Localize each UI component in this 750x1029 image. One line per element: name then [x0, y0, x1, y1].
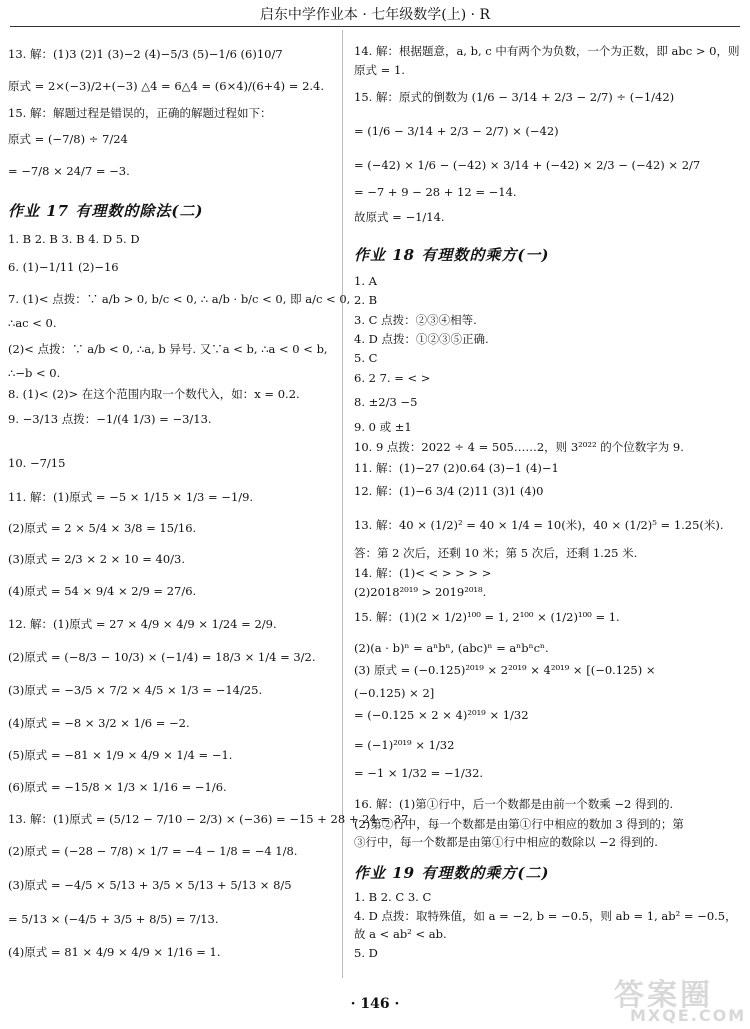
answer-line: 13. 解：40 × (1/2)² = 40 × 1/4 = 10(米)，40 × (1/2)⁵ = 1.25(米). [354, 518, 724, 532]
answer-line: 10. −7/15 [8, 456, 66, 470]
answer-line: 9. −3/13 点拨：−1/(4 1/3) = −3/13. [8, 412, 212, 426]
answer-line: 15. 解：原式的倒数为 (1/6 − 3/14 + 2/3 − 2/7) ÷ (−1/42) [354, 90, 675, 104]
answer-line: 原式 = 1. [354, 63, 405, 77]
answer-line: 1. A [354, 274, 377, 288]
answer-line: 原式 = 2×(−3)/2+(−3) △4 = 6△4 = (6×4)/(6+4) = 2.4. [8, 79, 325, 93]
answer-line: (4)原式 = 81 × 4/9 × 4/9 × 1/16 = 1. [8, 945, 221, 959]
answer-line: 3. C 点拨：②③④相等. [354, 313, 477, 327]
answer-line: 6. (1)−1/11 (2)−16 [8, 260, 119, 274]
column-divider [342, 30, 343, 978]
answer-line: (3)原式 = −3/5 × 7/2 × 4/5 × 1/3 = −14/25. [8, 683, 263, 697]
answer-line: (2)(a · b)ⁿ = aⁿbⁿ, (abc)ⁿ = aⁿbⁿcⁿ. [354, 641, 549, 655]
answer-line: ③行中，每一个数都是由第①行中相应的数除以 −2 得到的. [354, 835, 658, 849]
answer-line: (2)第②行中，每一个数都是由第①行中相应的数加 3 得到的；第 [354, 817, 684, 831]
answer-line: (3) 原式 = (−0.125)²⁰¹⁹ × 2²⁰¹⁹ × 4²⁰¹⁹ × [(−0.125) × [354, 663, 656, 677]
watermark-url: MXQE.COM [630, 1006, 747, 1025]
answer-line: 6. 2 7. = < > [354, 371, 431, 385]
answer-line: ∴ac < 0. [8, 316, 57, 330]
running-header: 启东中学作业本 · 七年级数学(上) · R [259, 7, 491, 23]
answer-line: 16. 解：(1)第①行中，后一个数都是由前一个数乘 −2 得到的. [354, 797, 674, 811]
answer-line: 15. 解：(1)(2 × 1/2)¹⁰⁰ = 1, 2¹⁰⁰ × (1/2)¹⁰⁰ = 1. [354, 610, 620, 624]
answer-line: = (−0.125 × 2 × 4)²⁰¹⁹ × 1/32 [354, 708, 529, 722]
answer-line: 10. 9 点拨：2022 ÷ 4 = 505……2，则 3²⁰²² 的个位数字为 9. [354, 440, 684, 454]
answer-line: (6)原式 = −15/8 × 1/3 × 1/16 = −1/6. [8, 780, 227, 794]
answer-line: 5. C [354, 351, 378, 365]
answer-line: 14. 解：(1)< < > > > > [354, 566, 492, 580]
answer-line: 8. ±2/3 −5 [354, 395, 418, 409]
watermark-logo [600, 970, 747, 1025]
answer-line: 1. B 2. C 3. C [354, 890, 432, 904]
answer-line: 11. 解：(1)原式 = −5 × 1/15 × 1/3 = −1/9. [8, 490, 254, 504]
answer-line: (3)原式 = 2/3 × 2 × 10 = 40/3. [8, 552, 186, 566]
answer-line: ∴−b < 0. [8, 366, 61, 380]
answer-line: (2)原式 = (−28 − 7/8) × 1/7 = −4 − 1/8 = −4 1/8. [8, 844, 298, 858]
answer-line: (2)2018²⁰¹⁹ > 2019²⁰¹⁸. [354, 585, 487, 599]
page-number: · 146 · [350, 996, 400, 1012]
answer-line: = (−42) × 1/6 − (−42) × 3/14 + (−42) × 2/3 − (−42) × 2/7 [354, 158, 701, 172]
answer-line: 答：第 2 次后，还剩 10 米；第 5 次后，还剩 1.25 米. [354, 546, 638, 560]
answer-line: 5. D [354, 946, 378, 960]
answer-line: (2)原式 = (−8/3 − 10/3) × (−1/4) = 18/3 × 1/4 = 3/2. [8, 650, 316, 664]
answer-line: 12. 解：(1)原式 = 27 × 4/9 × 4/9 × 1/24 = 2/9. [8, 617, 277, 631]
answer-line: (2)< 点拨：∵ a/b < 0, ∴a, b 异号. 又∵a < b, ∴a < 0 < b, [8, 342, 328, 356]
header-rule [10, 26, 740, 27]
answer-line: (2)原式 = 2 × 5/4 × 3/8 = 15/16. [8, 521, 197, 535]
answer-line: 7. (1)< 点拨：∵ a/b > 0, b/c < 0, ∴ a/b · b/c < 0, 即 a/c < 0, [8, 292, 351, 306]
answer-line: (3)原式 = −4/5 × 5/13 + 3/5 × 5/13 + 5/13 × 8/5 [8, 878, 292, 892]
answer-line: 故原式 = −1/14. [354, 210, 445, 224]
answer-line: 11. 解：(1)−27 (2)0.64 (3)−1 (4)−1 [354, 461, 559, 475]
section-title: 作业 19 有理数的乘方(二) [354, 864, 550, 882]
answer-line: 原式 = (−7/8) ÷ 7/24 [8, 132, 128, 146]
answer-line: 14. 解：根据题意，a, b, c 中有两个为负数，一个为正数，即 abc > 0，则 [354, 44, 740, 58]
answer-line: 1. B 2. B 3. B 4. D 5. D [8, 232, 140, 246]
answer-line: 12. 解：(1)−6 3/4 (2)11 (3)1 (4)0 [354, 484, 544, 498]
answer-line: 13. 解：(1)3 (2)1 (3)−2 (4)−5/3 (5)−1/6 (6)10/7 [8, 47, 283, 61]
answer-line: 15. 解：解题过程是错误的，正确的解题过程如下： [8, 106, 272, 120]
section-title: 作业 18 有理数的乘方(一) [354, 246, 550, 264]
answer-line: = 5/13 × (−4/5 + 3/5 + 8/5) = 7/13. [8, 912, 219, 926]
answer-line: (4)原式 = −8 × 3/2 × 1/6 = −2. [8, 716, 190, 730]
answer-line: = −1 × 1/32 = −1/32. [354, 766, 484, 780]
answer-line: 故 a < ab² < ab. [354, 927, 447, 941]
answer-line: = (−1)²⁰¹⁹ × 1/32 [354, 738, 455, 752]
answer-line: 9. 0 或 ±1 [354, 420, 412, 434]
watermark-text: 答案圈 [614, 978, 713, 1013]
answer-line: (−0.125) × 2] [354, 686, 435, 700]
answer-line: (4)原式 = 54 × 9/4 × 2/9 = 27/6. [8, 584, 197, 598]
answer-line: = (1/6 − 3/14 + 2/3 − 2/7) × (−42) [354, 124, 559, 138]
answer-line: 2. B [354, 293, 378, 307]
answer-line: 4. D 点拨：取特殊值，如 a = −2, b = −0.5，则 ab = 1, ab² = −0.5， [354, 909, 737, 923]
answer-line: = −7 + 9 − 28 + 12 = −14. [354, 185, 517, 199]
answer-line: 4. D 点拨：①②③⑤正确. [354, 332, 489, 346]
answer-line: 8. (1)< (2)> 在这个范围内取一个数代入，如：x = 0.2. [8, 387, 300, 401]
section-title: 作业 17 有理数的除法(二) [8, 202, 204, 220]
answer-line: 13. 解：(1)原式 = (5/12 − 7/10 − 2/3) × (−36) = −15 + 28 + 24 = 37. [8, 812, 413, 826]
answer-line: (5)原式 = −81 × 1/9 × 4/9 × 1/4 = −1. [8, 748, 233, 762]
answer-line: = −7/8 × 24/7 = −3. [8, 164, 130, 178]
